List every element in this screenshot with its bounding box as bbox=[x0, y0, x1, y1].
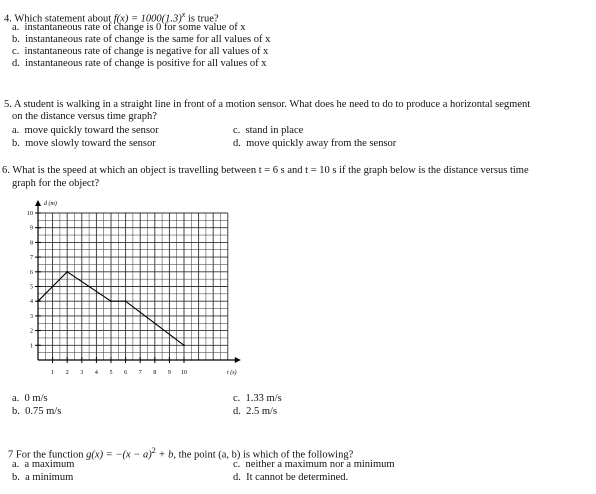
option-a[interactable] bbox=[12, 459, 74, 471]
stem-text: on the distance versus time graph? bbox=[12, 111, 157, 122]
x-tick-label: 5 bbox=[109, 370, 113, 376]
x-tick-label: 4 bbox=[94, 370, 98, 376]
x-tick-label: 7 bbox=[138, 370, 142, 376]
option-letter: d. bbox=[233, 472, 241, 483]
option-c[interactable] bbox=[233, 125, 303, 137]
question-5-stem bbox=[4, 99, 530, 111]
data-point bbox=[37, 300, 39, 302]
option-letter: d. bbox=[233, 138, 241, 149]
x-tick-label: 1 bbox=[51, 370, 55, 376]
y-tick-label: 1 bbox=[30, 343, 33, 350]
option-d[interactable] bbox=[233, 406, 277, 418]
option-d[interactable] bbox=[233, 138, 396, 150]
option-c[interactable] bbox=[233, 459, 395, 471]
option-letter: b. bbox=[12, 34, 20, 45]
y-tick-label: 4 bbox=[30, 299, 33, 306]
option-d[interactable] bbox=[233, 472, 348, 484]
option-letter: c. bbox=[233, 393, 241, 404]
y-tick-label: 2 bbox=[30, 328, 33, 335]
option-text: a maximum bbox=[24, 459, 75, 470]
formula-exponent: x bbox=[181, 10, 186, 19]
x-axis-label: t (s) bbox=[227, 370, 237, 376]
option-letter: c. bbox=[12, 46, 20, 57]
option-text: 2.5 m/s bbox=[246, 406, 278, 417]
stem-text: Which statement about bbox=[14, 13, 114, 25]
option-c[interactable] bbox=[233, 393, 282, 405]
option-b[interactable] bbox=[12, 406, 61, 418]
option-letter: a. bbox=[12, 22, 20, 33]
y-tick-label: 3 bbox=[30, 313, 33, 320]
option-letter: b. bbox=[12, 472, 20, 483]
question-number: 7 bbox=[8, 449, 14, 461]
option-text: instantaneous rate of change is the same for all values of x bbox=[25, 34, 271, 45]
option-text: 0 m/s bbox=[24, 393, 48, 404]
x-axis-arrow bbox=[235, 357, 241, 363]
question-number: 4. bbox=[4, 13, 12, 25]
option-text: instantaneous rate of change is 0 for some value of x bbox=[24, 22, 246, 33]
chart-ticks bbox=[27, 211, 187, 376]
option-text: 0.75 m/s bbox=[25, 406, 62, 417]
option-text: It cannot be determined. bbox=[246, 472, 349, 483]
y-tick-label: 10 bbox=[27, 211, 33, 217]
y-axis-label: d (m) bbox=[44, 201, 57, 207]
formula: f(x) = 1000(1.3) bbox=[113, 13, 182, 25]
option-a[interactable] bbox=[12, 125, 159, 137]
stem-text: What is the speed at which an object is travelling between t = 6 s and t = 10 s if the graph below is the distance versus time bbox=[12, 165, 529, 176]
option-letter: d. bbox=[233, 406, 241, 417]
formula-exponent: 2 bbox=[151, 446, 156, 455]
option-letter: d. bbox=[12, 58, 20, 69]
x-tick-label: 3 bbox=[80, 370, 84, 376]
option-text: neither a maximum nor a minimum bbox=[245, 459, 395, 470]
option-text: 1.33 m/s bbox=[245, 393, 282, 404]
option-letter: b. bbox=[12, 138, 20, 149]
option-text: move quickly away from the sensor bbox=[246, 138, 397, 149]
option-text: move slowly toward the sensor bbox=[25, 138, 156, 149]
option-letter: a. bbox=[12, 393, 20, 404]
option-letter: a. bbox=[12, 459, 20, 470]
option-text: instantaneous rate of change is negative for all values of x bbox=[24, 46, 269, 57]
option-text: instantaneous rate of change is positive for all values of x bbox=[25, 58, 267, 69]
formula-tail: + b bbox=[155, 449, 174, 461]
y-axis-arrow bbox=[35, 200, 41, 206]
option-a[interactable] bbox=[12, 22, 246, 34]
y-tick-label: 8 bbox=[30, 240, 33, 247]
option-letter: c. bbox=[233, 125, 241, 136]
question-number: 5. bbox=[4, 99, 12, 110]
option-b[interactable] bbox=[12, 472, 73, 484]
y-tick-label: 9 bbox=[30, 225, 33, 232]
option-letter: b. bbox=[12, 406, 20, 417]
option-d[interactable] bbox=[12, 58, 267, 70]
data-point bbox=[125, 300, 127, 302]
x-tick-label: 9 bbox=[167, 370, 171, 376]
x-tick-label: 2 bbox=[65, 370, 69, 376]
option-text: a minimum bbox=[25, 472, 74, 483]
stem-text: For the function bbox=[15, 449, 87, 461]
option-text: move quickly toward the sensor bbox=[24, 125, 159, 136]
option-b[interactable] bbox=[12, 34, 270, 46]
data-point bbox=[66, 271, 68, 273]
option-b[interactable] bbox=[12, 138, 156, 150]
data-point bbox=[110, 300, 112, 302]
question-number: 6. bbox=[2, 165, 10, 176]
x-tick-label: 6 bbox=[124, 370, 128, 376]
formula: g(x) = −(x − a) bbox=[86, 449, 152, 461]
stem-text: , the point (a, b) is which of the following? bbox=[173, 449, 354, 461]
distance-time-chart bbox=[20, 198, 237, 380]
data-point bbox=[183, 344, 185, 346]
x-tick-label: 8 bbox=[153, 370, 157, 376]
option-c[interactable] bbox=[12, 46, 268, 58]
option-letter: a. bbox=[12, 125, 20, 136]
stem-text: A student is walking in a straight line in front of a motion sensor. What does he need to do to produce a horizontal segment bbox=[13, 99, 531, 110]
question-6-stem bbox=[2, 165, 529, 177]
y-tick-label: 6 bbox=[30, 269, 33, 276]
chart-axes bbox=[35, 200, 241, 363]
stem-text: graph for the object? bbox=[12, 178, 100, 189]
stem-text: is true? bbox=[185, 13, 219, 25]
option-a[interactable] bbox=[12, 393, 48, 405]
option-text: stand in place bbox=[245, 125, 304, 136]
x-tick-label: 10 bbox=[181, 370, 187, 376]
chart-grid bbox=[38, 213, 228, 360]
option-letter: c. bbox=[233, 459, 241, 470]
y-tick-label: 5 bbox=[30, 284, 33, 291]
y-tick-label: 7 bbox=[30, 255, 33, 262]
